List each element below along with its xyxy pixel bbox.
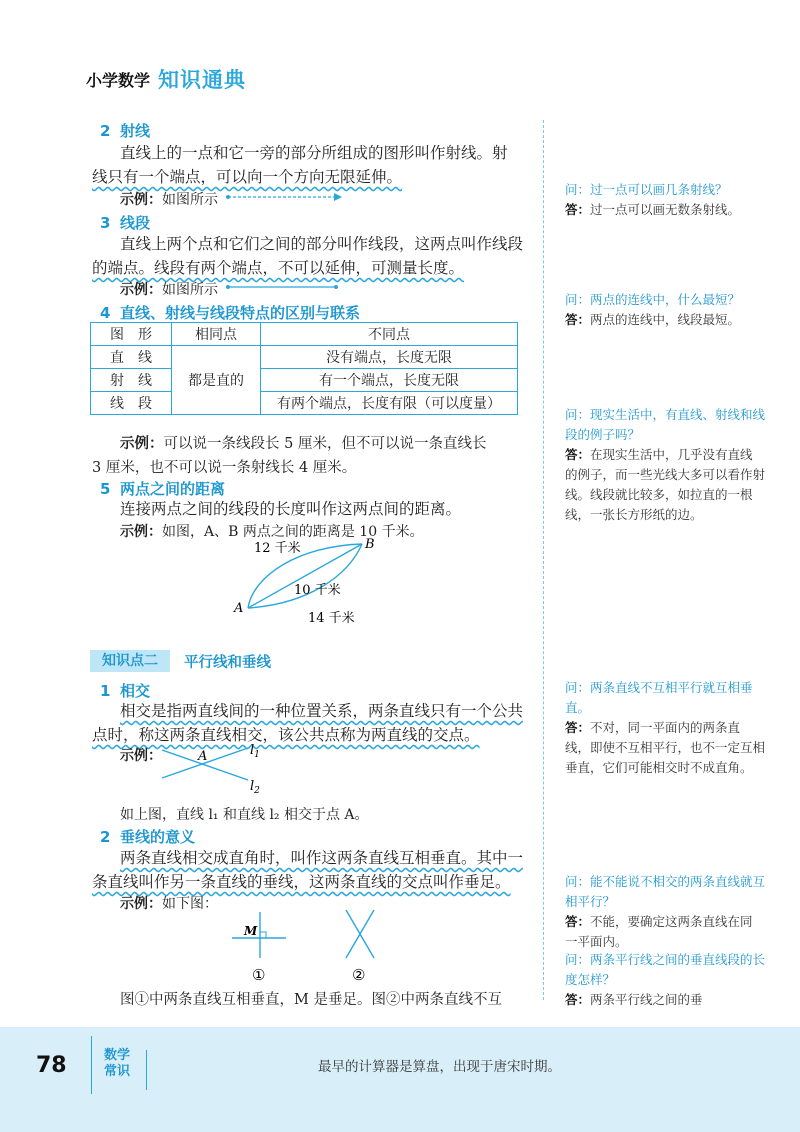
line-l1-letter: l [250, 743, 255, 758]
example-text: 如下图： [162, 896, 218, 912]
distance-figure [228, 536, 388, 628]
intersection-label: A [198, 749, 208, 764]
ray-example [120, 189, 218, 209]
table-cell-diff: 有一个端点，长度无限 [261, 369, 518, 392]
section-title: 两点之间的距离 [120, 480, 226, 498]
section-title: 线段 [120, 214, 151, 232]
segment-endpoint-right [334, 285, 338, 289]
perpendicular-paragraph [120, 846, 540, 870]
perpendicular-figure [228, 908, 408, 988]
table-row [91, 346, 518, 369]
segment-line-1: 直线上两个点和它们之间的部分叫作线段，这两点叫作线段 [120, 235, 524, 253]
footer-divider [91, 1036, 92, 1094]
section-distance-heading [100, 478, 225, 499]
example-text: 如图所示 [162, 282, 218, 298]
footer-tag-line-2: 常识 [104, 1064, 131, 1079]
ray-paragraph [120, 141, 540, 165]
sidebar-qa-5 [565, 872, 765, 952]
page-number: 78 [36, 1053, 67, 1078]
example-label: 示例： [120, 192, 162, 208]
table-header-row [91, 323, 518, 346]
footer-tag [104, 1048, 140, 1080]
segment-line-2: 的端点。线段有两个端点，不可以延伸，可测量长度。 [92, 259, 465, 277]
knowledge-point-tag: 知识点二 [90, 650, 170, 672]
compare-example [120, 432, 486, 456]
intersect-example [120, 745, 162, 765]
section-intersect-heading [100, 680, 150, 701]
answer: 不能，要确定这两条直线在同一平面内。 [565, 914, 753, 949]
footer-tag-line-1: 数学 [104, 1048, 131, 1063]
line-l2-subscript: 2 [254, 786, 260, 796]
foot-label: M [244, 924, 258, 938]
answer-label: 答： [565, 720, 591, 735]
table-row [91, 369, 518, 392]
section-number: 3 [100, 214, 111, 232]
compare-example-2: 3 厘米，也不可以说一条射线长 4 厘米。 [92, 460, 357, 476]
question: 问：现实生活中，有直线、射线和线段的例子吗？ [565, 407, 766, 442]
sidebar-divider [543, 120, 544, 1000]
knowledge-point-title: 平行线和垂线 [184, 655, 271, 671]
question: 问：两条平行线之间的垂直线段的长度怎样？ [565, 952, 766, 987]
knowledge-point-bar [90, 650, 520, 672]
perpendicular-example [120, 893, 218, 913]
ray-figure [224, 190, 344, 204]
answer-label: 答： [565, 312, 591, 327]
table-cell-common: 都是直的 [172, 346, 261, 415]
sidebar-qa-3 [565, 405, 765, 525]
answer-label: 答： [565, 992, 591, 1007]
section-title: 垂线的意义 [120, 828, 196, 846]
question: 问：过一点可以画几条射线？ [565, 182, 728, 197]
answer-label: 答： [565, 447, 591, 462]
series-title: 知识通典 [158, 68, 246, 92]
ray-line-2: 线只有一个端点，可以向一个方向无限延伸。 [92, 168, 403, 186]
table-cell-name: 直 线 [91, 346, 172, 369]
section-title: 射线 [120, 122, 151, 140]
section-number: 1 [100, 682, 111, 700]
fig1-label: ① [252, 966, 266, 984]
segment-figure [224, 280, 344, 294]
section-number: 2 [100, 828, 111, 846]
intersect-figure [158, 738, 268, 800]
perpendicular-line-1: 两条直线相交成直角时，叫作这两条直线互相垂直。其中一 [120, 849, 524, 867]
section-perpendicular-heading [100, 826, 195, 847]
table-cell-diff: 有两个端点，长度有限（可以度量） [261, 392, 518, 415]
table-cell-name: 线 段 [91, 392, 172, 415]
line-l1-subscript: 1 [254, 750, 260, 760]
example-label: 示例： [120, 896, 162, 912]
example-label: 示例： [120, 524, 162, 540]
table-header: 不同点 [261, 323, 518, 346]
ray-arrow [334, 193, 342, 201]
line-l2-letter: l [250, 779, 255, 794]
question: 问：能不能说不相交的两条直线就互相平行？ [565, 874, 766, 909]
section-ray-heading [100, 120, 150, 141]
example-text-1: 可以说一条线段长 5 厘米，但不可以说一条直线长 [163, 436, 487, 452]
ray-paragraph-2 [92, 165, 532, 189]
table-header: 图 形 [91, 323, 172, 346]
distance-paragraph: 连接两点之间的线段的长度叫作这两点间的距离。 [120, 500, 462, 518]
example-label: 示例： [120, 436, 164, 452]
comparison-table [90, 322, 518, 415]
segment-example [120, 279, 218, 299]
ray-line-1: 直线上的一点和它一旁的部分所组成的图形叫作射线。射 [120, 144, 508, 162]
intersect-paragraph [120, 699, 540, 723]
section-segment-heading [100, 212, 150, 233]
sidebar-qa-1 [565, 180, 765, 220]
answer: 在现实生活中，几乎没有直线的例子，而一些光线大多可以看作射线。线段就比较多，如拉直的一根线，一张长方形纸的边。 [565, 447, 766, 522]
answer: 两点的连线中，线段最短。 [590, 312, 741, 327]
question: 问：两条直线不互相平行就互相垂直。 [565, 680, 753, 715]
answer-label: 答： [565, 914, 591, 929]
point-a-label: A [234, 601, 244, 616]
answer: 过一点可以画无数条射线。 [590, 202, 741, 217]
example-text: 如图，A、B 两点之间的距离是 10 千米。 [162, 524, 424, 540]
sidebar-qa-6 [565, 950, 765, 1010]
right-angle-mark [260, 932, 266, 938]
footer-fact: 最早的计算器是算盘，出现于唐宋时期。 [318, 1059, 561, 1075]
section-compare-heading [100, 302, 360, 323]
perpendicular-paragraph-2 [92, 870, 532, 894]
point-b-label: B [365, 537, 375, 552]
line-l2-label [250, 779, 260, 796]
perpendicular-line-2: 条直线叫作另一条直线的垂线，这两条直线的交点叫作垂足。 [92, 873, 511, 891]
line-l1-label [250, 743, 260, 760]
sidebar-qa-2 [565, 290, 765, 330]
table-row [91, 392, 518, 415]
section-title: 相交 [120, 682, 151, 700]
question: 问：两点的连线中，什么最短？ [565, 292, 741, 307]
top-path-label: 12 千米 [254, 541, 301, 556]
book-title: 小学数学 [86, 71, 151, 90]
perpendicular-caption: 图①中两条直线互相垂直，M 是垂足。图②中两条直线不互 [120, 992, 502, 1008]
table-header: 相同点 [172, 323, 261, 346]
sidebar-qa-4 [565, 678, 765, 778]
bottom-path-label: 14 千米 [308, 611, 355, 626]
footer-tag-divider [146, 1050, 147, 1090]
section-title: 直线、射线与线段特点的区别与联系 [120, 304, 361, 322]
intersect-line-2: 点时，称这两条直线相交，该公共点称为两直线的交点。 [92, 726, 480, 744]
example-label: 示例： [120, 748, 162, 764]
intersect-line-1: 相交是指两直线间的一种位置关系，两条直线只有一个公共 [120, 702, 524, 720]
answer-label: 答： [565, 202, 591, 217]
section-number: 2 [100, 122, 111, 140]
section-number: 5 [100, 480, 111, 498]
section-number: 4 [100, 304, 111, 322]
table-cell-name: 射 线 [91, 369, 172, 392]
answer: 两条平行线之间的垂 [590, 992, 703, 1007]
middle-path-label: 10 千米 [294, 583, 341, 598]
example-label: 示例： [120, 282, 162, 298]
intersect-caption: 如上图，直线 l₁ 和直线 l₂ 相交于点 A。 [120, 807, 369, 823]
table-cell-diff: 没有端点，长度无限 [261, 346, 518, 369]
answer: 不对，同一平面内的两条直线，即使不互相平行，也不一定互相垂直，它们可能相交时不成直角。 [565, 720, 766, 775]
fig2-label: ② [352, 966, 366, 984]
segment-paragraph-2 [92, 256, 532, 280]
example-text: 如图所示 [162, 192, 218, 208]
